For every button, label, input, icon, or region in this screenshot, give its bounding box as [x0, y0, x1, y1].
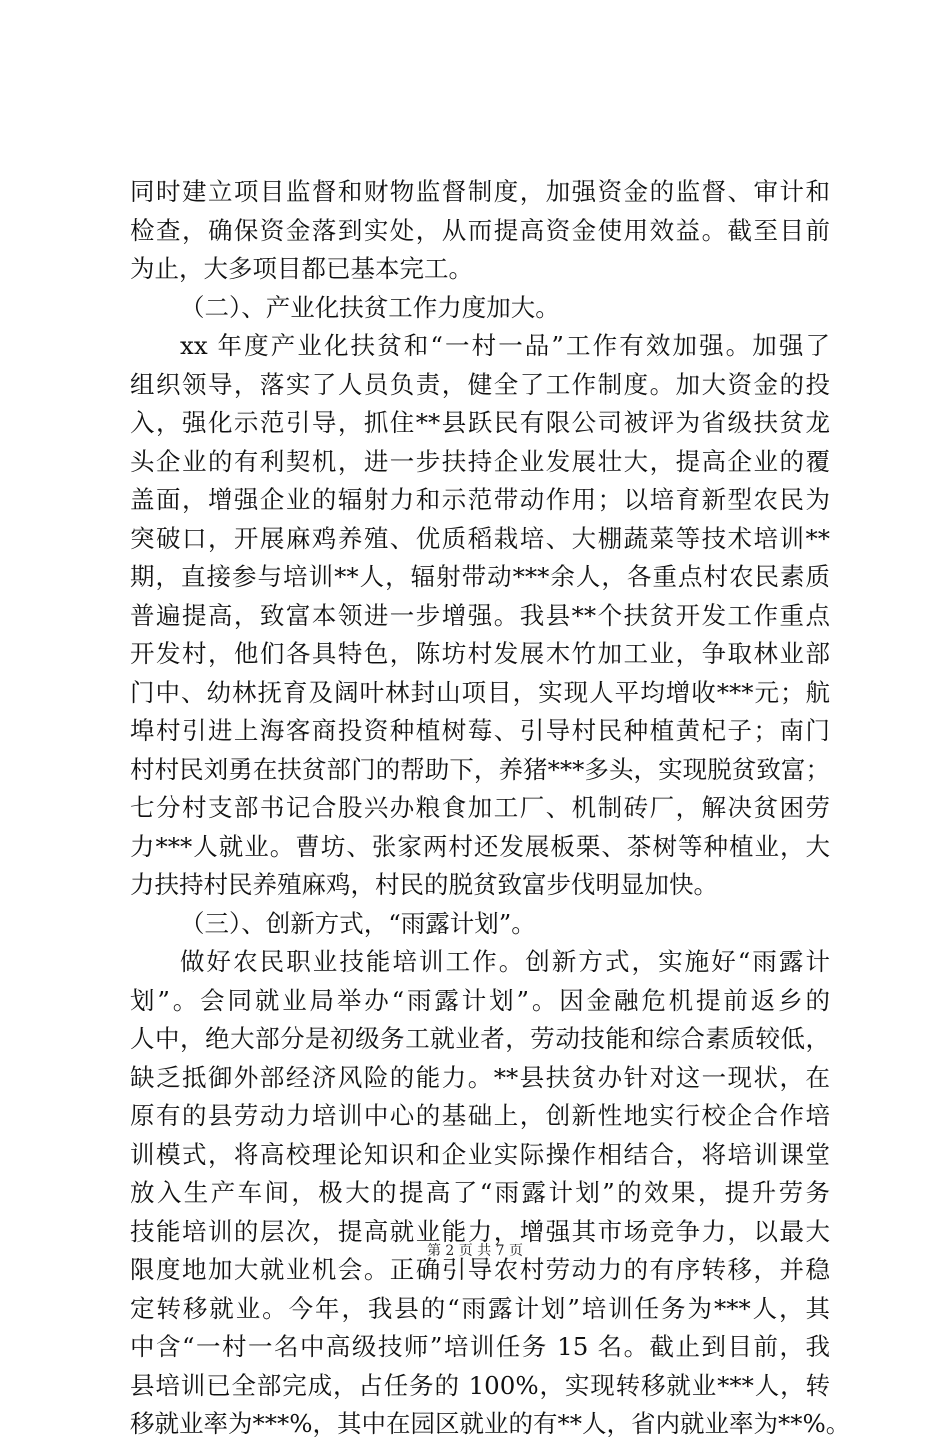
section-heading: （三）、创新方式，“雨露计划”。 — [180, 908, 536, 938]
text-line: 训模式，将高校理论知识和企业实际操作相结合，将培训课堂 — [130, 1139, 830, 1169]
text-line: 同时建立项目监督和财物监督制度，加强资金的监督、审计和 — [130, 177, 830, 206]
text-line: 为止，大多项目都已基本完工。 — [130, 254, 473, 283]
text-line: 缺乏抵御外部经济风险的能力。**县扶贫办针对这一现状，在 — [130, 1062, 830, 1092]
text-line: 力***人就业。曹坊、张家两村还发展板栗、茶树等种植业，大 — [130, 831, 830, 861]
paragraph — [130, 173, 830, 289]
text-line: 盖面，增强企业的辐射力和示范带动作用；以培育新型农民为 — [130, 485, 830, 514]
text-line: 入，强化示范引导，抓住**县跃民有限公司被评为省级扶贫龙 — [130, 408, 830, 437]
text-line: 突破口，开展麻鸡养殖、优质稻栽培、大棚蔬菜等技术培训** — [130, 523, 830, 553]
text-line: xx 年度产业化扶贫和“一村一品”工作有效加强。加强了 — [180, 331, 830, 360]
text-line: 限度地加大就业机会。正确引导农村劳动力的有序转移，并稳 — [130, 1255, 830, 1284]
text-line: 划”。会同就业局举办“雨露计划”。因金融危机提前返乡的 — [130, 985, 830, 1015]
text-line: 普遍提高，致富本领进一步增强。我县**个扶贫开发工作重点 — [130, 600, 830, 630]
text-line: 做好农民职业技能培训工作。创新方式，实施好“雨露计 — [180, 947, 830, 976]
paragraph — [130, 327, 830, 905]
text-line: 定转移就业。今年，我县的“雨露计划”培训任务为***人，其 — [130, 1293, 830, 1323]
text-line: 组织领导，落实了人员负责，健全了工作制度。加大资金的投 — [130, 369, 830, 399]
text-line: 七分村支部书记合股兴办粮食加工厂、机制砖厂，解决贫困劳 — [130, 793, 830, 822]
text-line: 村村民刘勇在扶贫部门的帮助下，养猪***多头，实现脱贫致富； — [130, 754, 830, 784]
text-line: 门中、幼林抚育及阔叶林封山项目，实现人平均增收***元；航 — [130, 677, 830, 707]
text-line: 移就业率为***%，其中在园区就业的有**人，省内就业率为**%。 — [130, 1409, 851, 1438]
text-line: 中含“一村一名中高级技师”培训任务 15 名。截止到目前，我 — [130, 1332, 830, 1361]
text-line: 开发村，他们各具特色，陈坊村发展木竹加工业，争取林业部 — [130, 639, 830, 668]
text-line: 头企业的有利契机，进一步扶持企业发展壮大，提高企业的覆 — [130, 446, 830, 476]
text-line: 检查，确保资金落到实处，从而提高资金使用效益。截至目前 — [130, 215, 830, 245]
paragraph — [130, 943, 851, 1444]
text-line: 放入生产车间，极大的提高了“雨露计划”的效果，提升劳务 — [130, 1178, 830, 1207]
text-line: 县培训已全部完成，占任务的 100%，实现转移就业***人，转 — [130, 1370, 830, 1400]
text-line: 期，直接参与培训**人，辐射带动***余人，各重点村农民素质 — [130, 562, 830, 591]
text-line: 原有的县劳动力培训中心的基础上，创新性地实行校企合作培 — [130, 1101, 830, 1130]
text-line: 技能培训的层次，提高就业能力，增强其市场竞争力，以最大 — [130, 1216, 830, 1246]
page-footer: 第 2 页 共 7 页 — [426, 1243, 524, 1259]
section-heading: （二）、产业化扶贫工作力度加大。 — [180, 292, 560, 322]
text-line: 力扶持村民养殖麻鸡，村民的脱贫致富步伐明显加快。 — [130, 870, 718, 899]
text-line: 埠村引进上海客商投资种植树莓、引导村民种植黄杞子；南门 — [130, 716, 830, 745]
text-line: 人中，绝大部分是初级务工就业者，劳动技能和综合素质较低， — [130, 1024, 830, 1053]
